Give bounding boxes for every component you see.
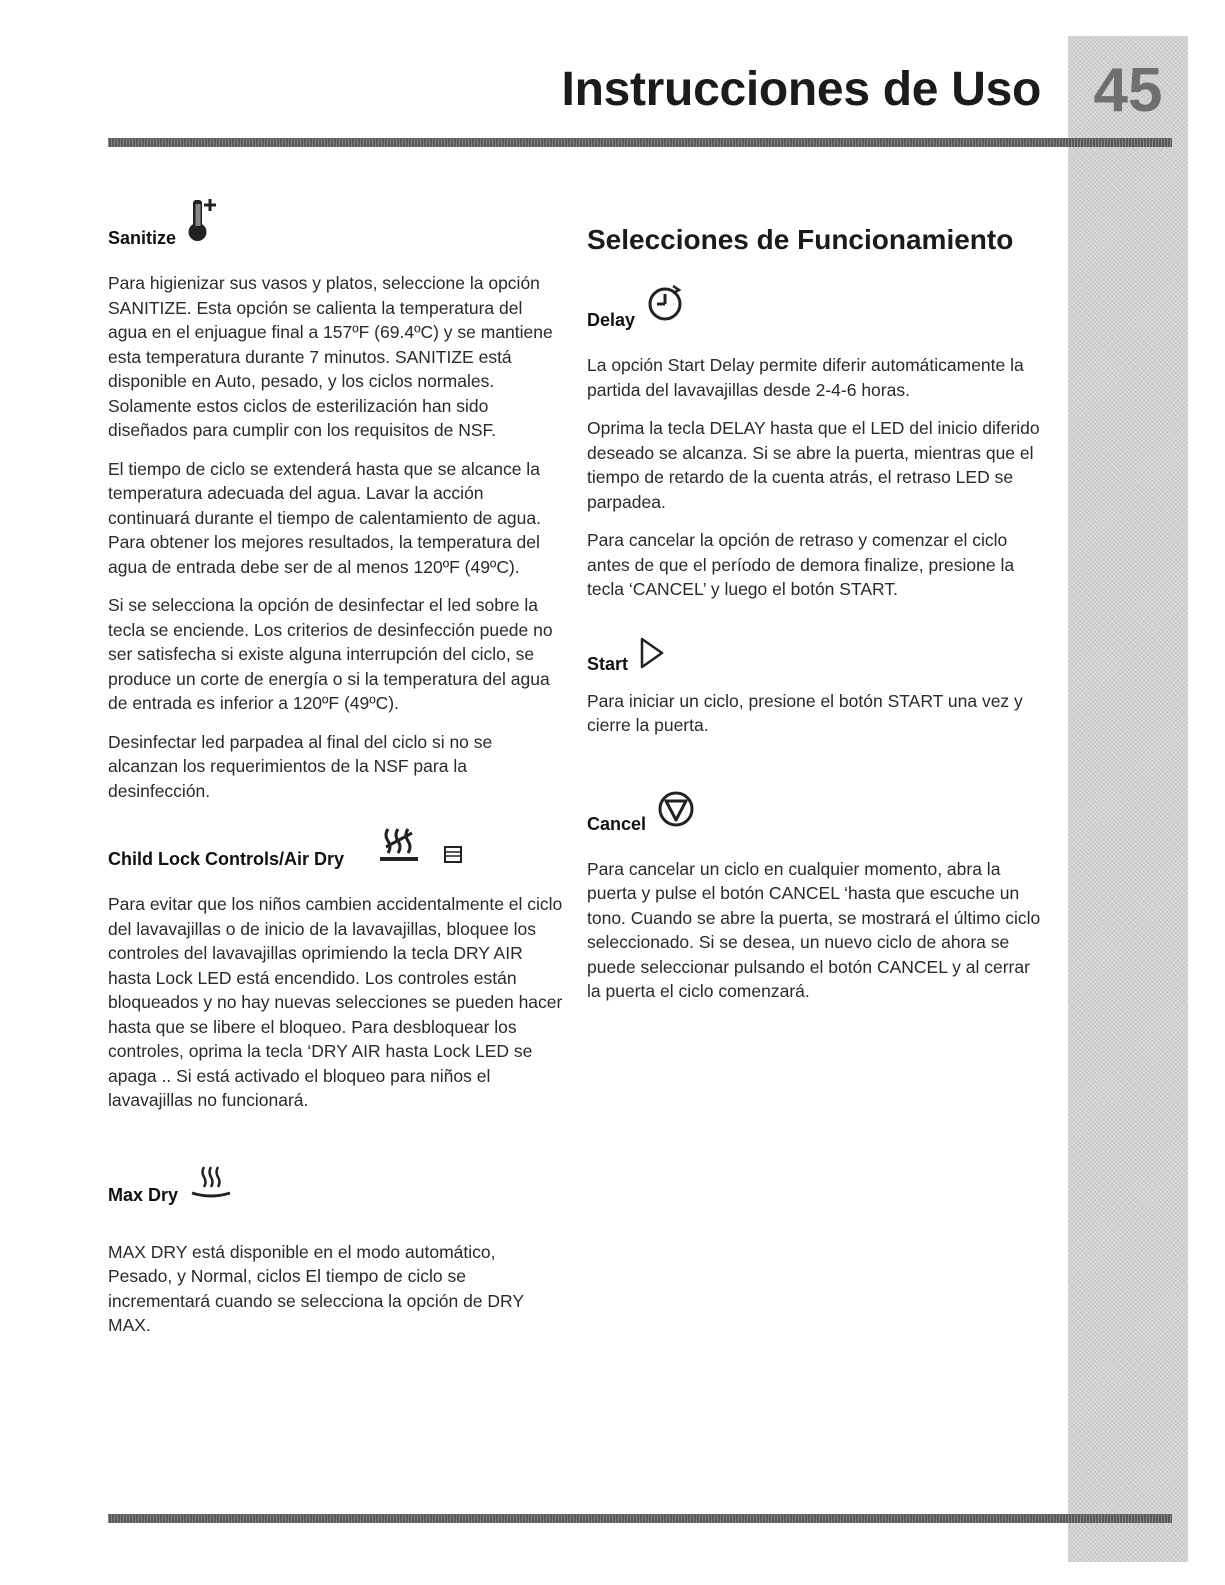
start-paragraph: Para iniciar un ciclo, presione el botón START una vez y cierre la puerta. <box>587 690 1023 735</box>
child-lock-label: Child Lock Controls/Air Dry <box>108 849 345 869</box>
start-heading <box>587 636 1047 675</box>
delay-paragraph-3: Para cancelar la opción de retraso y comenzar el ciclo antes de que el período de demora finalize, presione la tecla ‘CANCEL’ y luego el botón START. <box>587 530 1015 599</box>
page-number: 45 <box>1093 56 1163 125</box>
max-dry-paragraph: MAX DRY está disponible en el modo automático, Pesado, y Normal, ciclos El tiempo de ciclo se incrementará cuando se selecciona la opción de DRY MAX. <box>108 1241 524 1335</box>
side-strip <box>1068 36 1188 1562</box>
child-lock-heading <box>108 825 563 870</box>
cancel-paragraph: Para cancelar un ciclo en cualquier momento, abra la puerta y pulse el botón CANCEL ‘hasta que escuche un tono. Cuando se abre la puerta, se mostrará el último ciclo seleccionado. Si se desea, un nuevo ciclo de ahora se puede seleccionar pulsando el botón CANCEL y al cerrar la puerta el ciclo comenzará. <box>587 858 1041 1001</box>
play-icon <box>638 636 666 675</box>
sanitize-paragraph-2: El tiempo de ciclo se extenderá hasta que se alcance la temperatura adecuada del agua. Lavar la acción continuará durante el tiempo de calentamiento de agua. Para obtener los mejores resultados, la temperatura del agua de entrada debe ser de al menos 120ºF (49ºC). <box>108 458 541 577</box>
footer-rule <box>108 1514 1172 1523</box>
lock-icon <box>442 841 464 870</box>
delay-paragraph-2: Oprima la tecla DELAY hasta que el LED del inicio diferido deseado se alcanza. Si se abre la puerta, mientras que el tiempo de retardo de la cuenta atrás, el retraso LED se parpadea. <box>587 418 1040 512</box>
right-column <box>587 196 1047 1018</box>
air-dry-icon <box>376 825 432 870</box>
thermometer-plus-icon <box>186 196 220 249</box>
child-lock-paragraph: Para evitar que los niños cambien accidentalmente el ciclo del lavavajillas o de inicio de la lavavajillas, bloquee los controles del lavavajillas oprimiendo la tecla DRY AIR hasta Lock LED está encendido. Los controles están bloqueados y no hay nuevas selecciones se pueden hacer hasta que se libere el bloqueo. Para desbloquear los controles, oprima la tecla ‘DRY AIR hasta Lock LED se apaga .. Si está activado el bloqueo para niños el lavavajillas no funcionará. <box>108 894 563 1110</box>
left-column <box>108 196 563 1352</box>
delay-heading <box>587 282 1047 331</box>
sanitize-paragraph-3: Si se selecciona la opción de desinfectar el led sobre la tecla se enciende. Los criterios de desinfección puede no ser satisfecha si existe alguna interrupción del ciclo, se produce un corte de energía o si la temperatura del agua de entrada es inferior a 120ºF (49ºC). <box>108 595 553 713</box>
cancel-heading <box>587 788 1047 835</box>
sanitize-heading <box>108 196 563 249</box>
page-title: Instrucciones de Uso <box>561 63 1041 116</box>
cancel-icon <box>656 788 696 835</box>
delay-paragraph-1: La opción Start Delay permite diferir automáticamente la partida del lavavajillas desde 2-4-6 horas. <box>587 355 1024 400</box>
cancel-label: Cancel <box>587 813 647 834</box>
heat-waves-icon <box>188 1163 234 1206</box>
start-label: Start <box>587 653 629 674</box>
max-dry-label: Max Dry <box>108 1184 179 1205</box>
section-title: Selecciones de Funcionamiento <box>587 224 1014 255</box>
max-dry-heading <box>108 1163 563 1206</box>
clock-icon <box>645 282 685 331</box>
header-rule <box>108 138 1172 147</box>
sanitize-paragraph-1: Para higienizar sus vasos y platos, seleccione la opción SANITIZE. Esta opción se calienta la temperatura del agua en el enjuague final a 157ºF (69.4ºC) y se mantiene esta temperatura durante 7 minutos. SANITIZE está disponible en Auto, pesado, y los ciclos normales. Solamente estos ciclos de esterilización han sido diseñados para cumplir con los requisitos de NSF. <box>108 273 553 440</box>
delay-label: Delay <box>587 310 636 330</box>
sanitize-label: Sanitize <box>108 228 177 248</box>
sanitize-paragraph-4: Desinfectar led parpadea al final del ciclo si no se alcanzan los requerimientos de la NSF para la desinfección. <box>108 731 493 801</box>
